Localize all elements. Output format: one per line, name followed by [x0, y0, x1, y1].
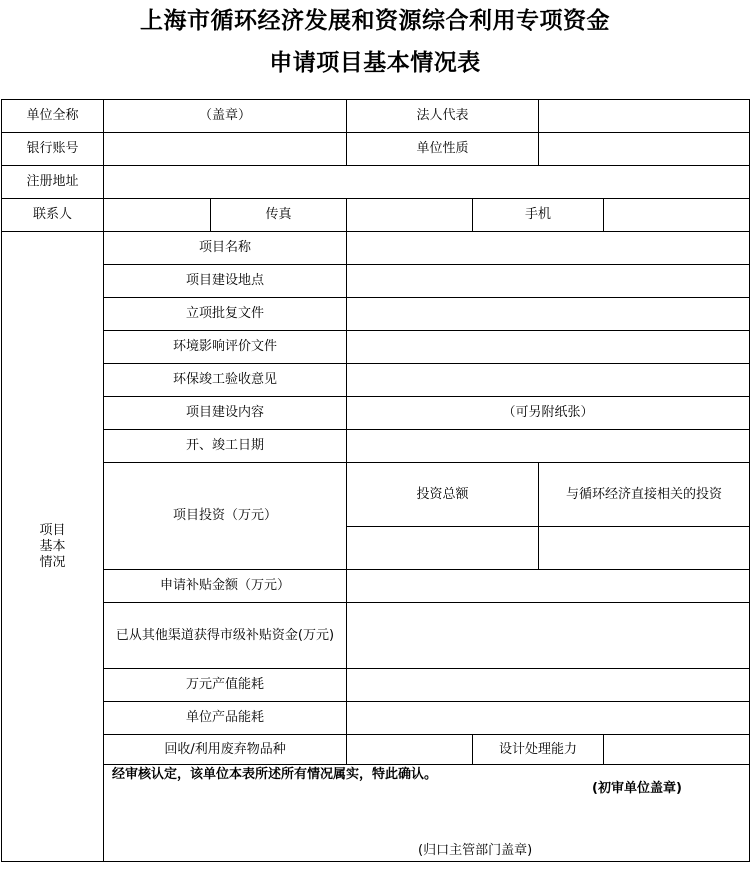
approval-doc-field[interactable]	[347, 298, 750, 331]
total-investment-label: 投资总额	[347, 463, 539, 527]
eia-doc-field[interactable]	[347, 331, 750, 364]
fax-field[interactable]	[347, 199, 473, 232]
application-form-table	[1, 99, 750, 862]
project-section-label-line3: 情况	[39, 554, 66, 570]
mobile-label: 手机	[473, 199, 604, 232]
project-section-label-line1: 项目	[39, 522, 66, 538]
mobile-field[interactable]	[604, 199, 750, 232]
capacity-field[interactable]	[604, 735, 750, 765]
energy-per-output-field[interactable]	[347, 669, 750, 702]
signoff-box	[104, 765, 750, 862]
project-location-field[interactable]	[347, 265, 750, 298]
other-subsidy-label: 已从其他渠道获得市级补贴资金(万元)	[104, 603, 347, 669]
investment-label: 项目投资（万元）	[104, 463, 347, 570]
bank-account-field[interactable]	[104, 133, 347, 166]
legal-rep-label: 法人代表	[347, 100, 539, 133]
waste-type-label: 回收/利用废弃物品种	[104, 735, 347, 765]
fax-label: 传真	[211, 199, 347, 232]
env-acceptance-label: 环保竣工验收意见	[104, 364, 347, 397]
project-dates-field[interactable]	[347, 430, 750, 463]
contact-label: 联系人	[2, 199, 104, 232]
subsidy-amount-field[interactable]	[347, 570, 750, 603]
total-investment-field[interactable]	[347, 527, 539, 570]
project-name-label: 项目名称	[104, 232, 347, 265]
subsidy-amount-label: 申请补贴金额（万元）	[104, 570, 347, 603]
first-review-seal: (初审单位盖章)	[592, 781, 682, 796]
bank-account-label: 银行账号	[2, 133, 104, 166]
env-acceptance-field[interactable]	[347, 364, 750, 397]
capacity-label: 设计处理能力	[473, 735, 604, 765]
unit-nature-label: 单位性质	[347, 133, 539, 166]
waste-type-field[interactable]	[347, 735, 473, 765]
unit-nature-field[interactable]	[539, 133, 750, 166]
form-title-line1: 上海市循环经济发展和资源综合利用专项资金	[140, 8, 610, 34]
form-title-line2: 申请项目基本情况表	[269, 50, 481, 76]
energy-per-output-label: 万元产值能耗	[104, 669, 347, 702]
content-note: （可另附纸张）	[502, 405, 594, 420]
dept-seal: (归口主管部门盖章)	[418, 843, 533, 858]
signoff-statement: 经审核认定，该单位本表所述所有情况属实，特此确认。	[112, 767, 438, 782]
legal-rep-field[interactable]	[539, 100, 750, 133]
reg-address-field[interactable]	[104, 166, 750, 199]
project-section-label	[2, 232, 104, 862]
project-location-label: 项目建设地点	[104, 265, 347, 298]
energy-per-product-field[interactable]	[347, 702, 750, 735]
reg-address-label: 注册地址	[2, 166, 104, 199]
eia-doc-label: 环境影响评价文件	[104, 331, 347, 364]
project-section-label-line2: 基本	[39, 538, 66, 554]
circular-investment-label: 与循环经济直接相关的投资	[539, 463, 750, 527]
project-content-label: 项目建设内容	[104, 397, 347, 430]
circular-investment-field[interactable]	[539, 527, 750, 570]
project-name-field[interactable]	[347, 232, 750, 265]
unit-name-field[interactable]	[104, 100, 347, 133]
energy-per-product-label: 单位产品能耗	[104, 702, 347, 735]
seal-hint: （盖章）	[199, 108, 252, 123]
approval-doc-label: 立项批复文件	[104, 298, 347, 331]
project-dates-label: 开、竣工日期	[104, 430, 347, 463]
unit-name-label: 单位全称	[2, 100, 104, 133]
project-content-field[interactable]	[347, 397, 750, 430]
other-subsidy-field[interactable]	[347, 603, 750, 669]
contact-field[interactable]	[104, 199, 211, 232]
